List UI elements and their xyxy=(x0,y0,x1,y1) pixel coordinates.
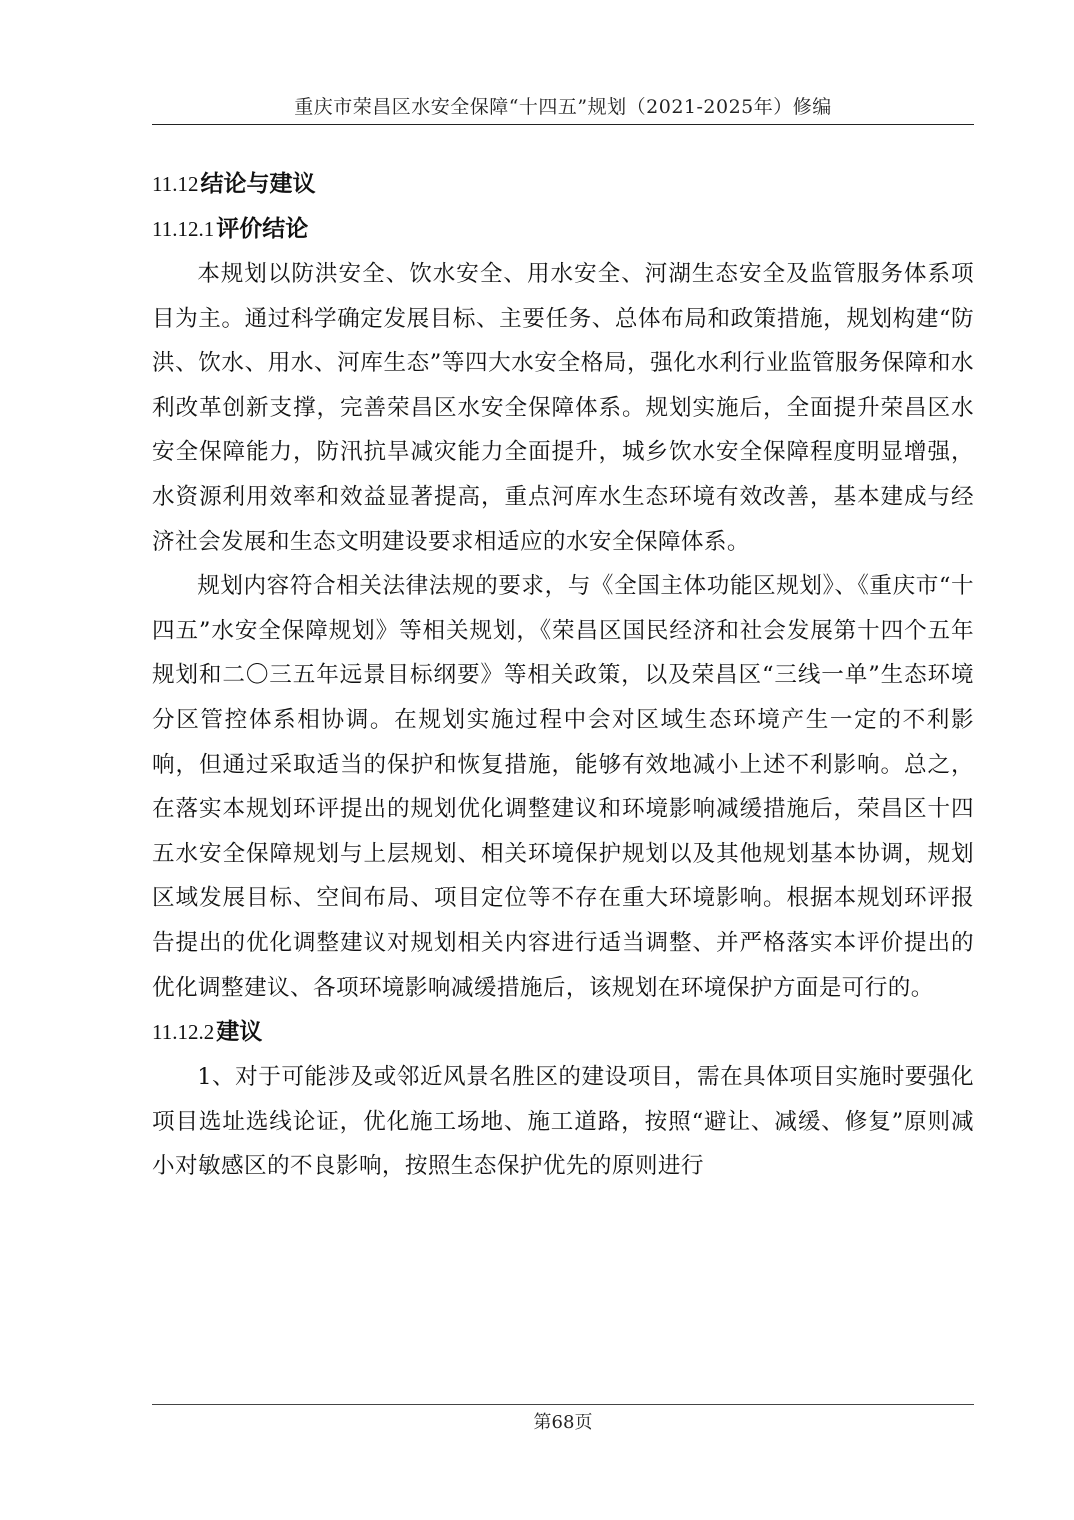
section-number: 11.12 xyxy=(152,172,199,196)
paragraph-suggestion-1: 1、对于可能涉及或邻近风景名胜区的建设项目，需在具体项目实施时要强化项目选址选线论证，优化施工场地、施工道路，按照“避让、减缓、修复”原则减小对敏感区的不良影响，按照生态保护优先的原则进行 xyxy=(152,1064,974,1180)
paragraph-conclusion-1: 本规划以防洪安全、饮水安全、用水安全、河湖生态安全及监管服务体系项目为主。通过科学确定发展目标、主要任务、总体布局和政策措施，规划构建“防洪、饮水、用水、河库生态”等四大水安全格局，强化水利行业监管服务保障和水利改革创新支撑，完善荣昌区水安全保障体系。规划实施后，全面提升荣昌区水安全保障能力，防汛抗旱减灾能力全面提升，城乡饮水安全保障程度明显增强，水资源利用效率和效益显著提高，重点河库水生态环境有效改善，基本建成与经济社会发展和生态文明建设要求相适应的水安全保障体系。 xyxy=(152,261,974,555)
section-heading-11-12-2 xyxy=(152,1010,974,1055)
section-number: 11.12.2 xyxy=(152,1020,215,1045)
page-content xyxy=(152,162,974,1189)
section-heading-11-12 xyxy=(152,162,974,207)
section-number: 11.12.1 xyxy=(152,217,215,241)
footer-rule xyxy=(152,1404,974,1405)
section-title: 建议 xyxy=(216,1019,263,1046)
page-number: 第68页 xyxy=(533,1412,593,1433)
running-header: 重庆市荣昌区水安全保障“十四五”规划（2021-2025年）修编 xyxy=(294,96,832,118)
paragraph-conclusion-2: 规划内容符合相关法律法规的要求，与《全国主体功能区规划》、《重庆市“十四五”水安全保障规划》等相关规划，《荣昌区国民经济和社会发展第十四个五年规划和二〇三五年远景目标纲要》等相关政策，以及荣昌区“三线一单”生态环境分区管控体系相协调。在规划实施过程中会对区域生态环境产生一定的不利影响，但通过采取适当的保护和恢复措施，能够有效地减小上述不利影响。总之，在落实本规划环评提出的规划优化调整建议和环境影响减缓措施后，荣昌区十四五水安全保障规划与上层规划、相关环境保护规划以及其他规划基本协调，规划区域发展目标、空间布局、项目定位等不存在重大环境影响。根据本规划环评报告提出的优化调整建议对规划相关内容进行适当调整、并严格落实本评价提出的优化调整建议、各项环境影响减缓措施后，该规划在环境保护方面是可行的。 xyxy=(152,573,974,1001)
section-title: 结论与建议 xyxy=(200,171,316,197)
section-title: 评价结论 xyxy=(216,216,309,242)
section-heading-11-12-1 xyxy=(152,207,974,252)
header-rule xyxy=(152,124,974,125)
